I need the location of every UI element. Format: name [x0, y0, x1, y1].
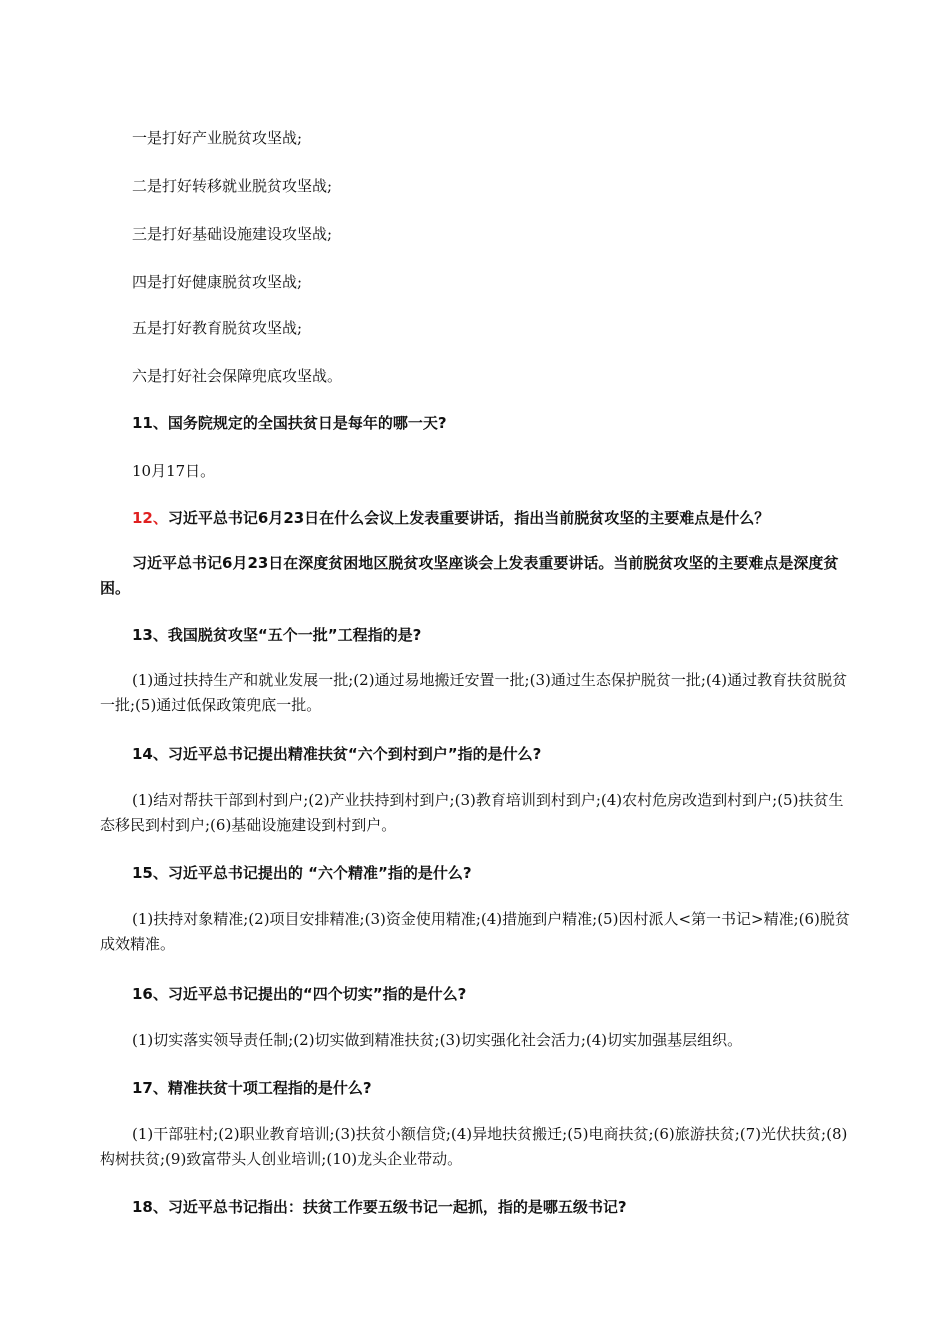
list-item: 六是打好社会保障兜底攻坚战。 [132, 367, 343, 385]
question-18: 18、习近平总书记指出：扶贫工作要五级书记一起抓，指的是哪五级书记? [132, 1198, 627, 1216]
list-item: 五是打好教育脱贫攻坚战; [132, 319, 303, 337]
list-item: 二是打好转移就业脱贫攻坚战; [132, 177, 333, 195]
question-17: 17、精准扶贫十项工程指的是什么? [132, 1079, 372, 1097]
answer-14: (1)结对帮扶干部到村到户;(2)产业扶持到村到户;(3)教育培训到村到户;(4)农村危房改造到村到户;(5)扶贫生态移民到村到户;(6)基础设施建设到村到户。 [100, 791, 844, 834]
answer-17: (1)干部驻村;(2)职业教育培训;(3)扶贫小额信贷;(4)异地扶贫搬迁;(5)电商扶贫;(6)旅游扶贫;(7)光伏扶贫;(8)构树扶贫;(9)致富带头人创业培训;(10)龙头企业带动。 [100, 1125, 848, 1168]
question-number: 12、 [132, 509, 168, 527]
list-item: 三是打好基础设施建设攻坚战; [132, 225, 333, 243]
question-14: 14、习近平总书记提出精准扶贫“六个到村到户”指的是什么? [132, 745, 542, 763]
list-item: 四是打好健康脱贫攻坚战; [132, 273, 303, 291]
answer-12: 习近平总书记6月23日在深度贫困地区脱贫攻坚座谈会上发表重要讲话。当前脱贫攻坚的主要难点是深度贫困。 [100, 554, 839, 597]
answer-16: (1)切实落实领导责任制;(2)切实做到精准扶贫;(3)切实强化社会活力;(4)切实加强基层组织。 [132, 1031, 743, 1049]
answer-15: (1)扶持对象精准;(2)项目安排精准;(3)资金使用精准;(4)措施到户精准;(5)因村派人<第一书记>精准;(6)脱贫成效精准。 [100, 910, 850, 953]
question-11: 11、国务院规定的全国扶贫日是每年的哪一天? [132, 414, 447, 432]
question-13: 13、我国脱贫攻坚“五个一批”工程指的是? [132, 626, 422, 644]
question-12 [132, 508, 769, 528]
answer-11: 10月17日。 [132, 462, 216, 480]
answer-13: (1)通过扶持生产和就业发展一批;(2)通过易地搬迁安置一批;(3)通过生态保护脱贫一批;(4)通过教育扶贫脱贫一批;(5)通过低保政策兜底一批。 [100, 671, 848, 714]
question-16: 16、习近平总书记提出的“四个切实”指的是什么? [132, 985, 467, 1003]
list-item: 一是打好产业脱贫攻坚战; [132, 129, 303, 147]
question-15: 15、习近平总书记提出的 “六个精准”指的是什么? [132, 864, 472, 882]
question-text: 习近平总书记6月23日在什么会议上发表重要讲话，指出当前脱贫攻坚的主要难点是什么？ [167, 509, 770, 527]
